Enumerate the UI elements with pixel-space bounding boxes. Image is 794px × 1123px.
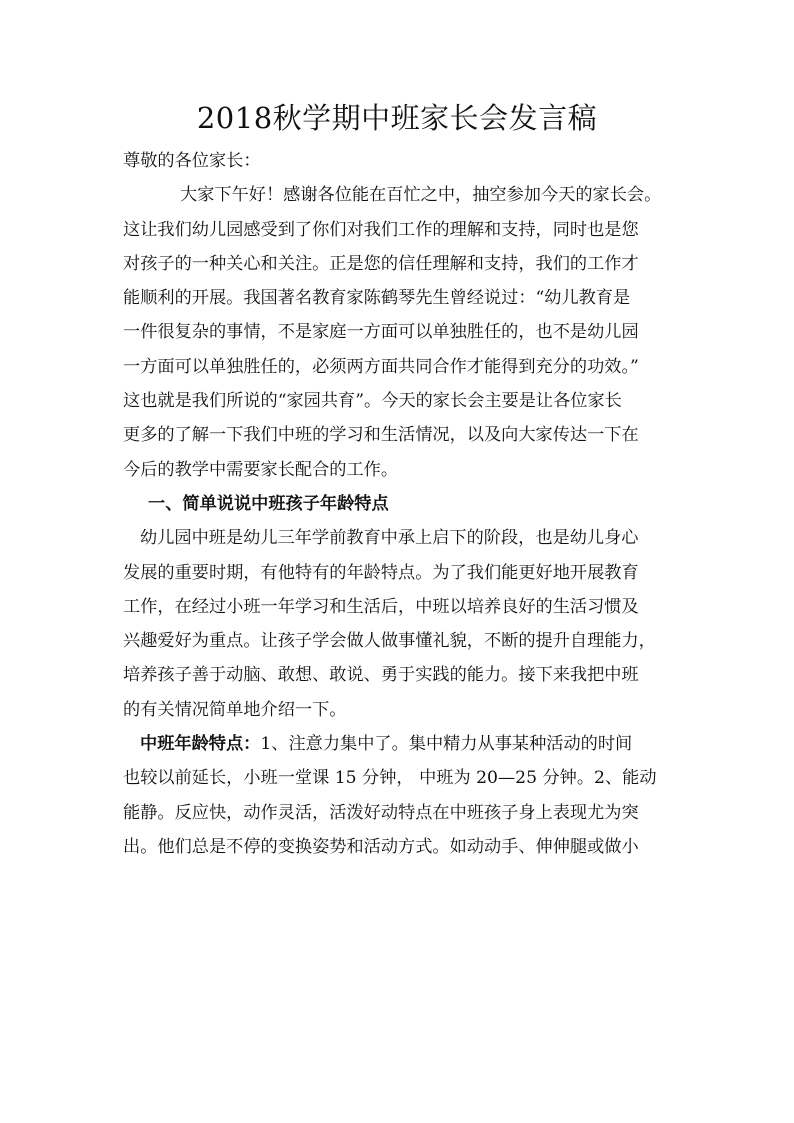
paragraph-line: 今后的教学中需要家长配合的工作。 [123,459,399,480]
section-heading: 一、简单说说中班孩子年龄特点 [148,493,389,514]
traits-label: 中班年龄特点： [140,734,261,755]
paragraph-line: 也较以前延长，小班一堂课 15 分钟， 中班为 20—25 分钟。2、能动 [123,768,657,789]
paragraph-line: 大家下午好！感谢各位能在百忙之中，抽空参加今天的家长会。 [180,185,662,206]
paragraph-line: 能顺利的开展。我国著名教育家陈鹤琴先生曾经说过：“幼儿教育是 [123,288,631,309]
paragraph-line: 更多的了解一下我们中班的学习和生活情况，以及向大家传达一下在 [123,425,639,446]
paragraph-line: 幼儿园中班是幼儿三年学前教育中承上启下的阶段，也是幼儿身心 [140,528,639,549]
paragraph-line: 出。他们总是不停的变换姿势和活动方式。如动动手、伸伸腿或做小 [123,836,639,857]
paragraph-line: 兴趣爱好为重点。让孩子学会做人做事懂礼貌，不断的提升自理能力， [123,631,656,652]
document-title: 2018秋学期中班家长会发言稿 [196,101,598,135]
paragraph-line: 这让我们幼儿园感受到了你们对我们工作的理解和支持，同时也是您 [123,219,639,240]
paragraph-line: 对孩子的一种关心和关注。正是您的信任理解和支持，我们的工作才 [123,253,639,274]
salutation: 尊敬的各位家长： [123,151,261,171]
paragraph-line: 培养孩子善于动脑、敢想、敢说、勇于实践的能力。接下来我把中班 [123,665,639,686]
traits-paragraph-first-line [123,733,698,767]
paragraph-line: 工作，在经过小班一年学习和生活后，中班以培养良好的生活习惯及 [123,596,639,617]
document-body [123,150,698,870]
paragraph-line: 这也就是我们所说的“家园共育”。今天的家长会主要是让各位家长 [123,391,622,412]
paragraph-line: 能静。反应快，动作灵活，活泼好动特点在中班孩子身上表现尤为突 [123,802,639,823]
paragraph-line: 发展的重要时期，有他特有的年龄特点。为了我们能更好地开展教育 [123,562,639,583]
paragraph-line: 一件很复杂的事情，不是家庭一方面可以单独胜任的，也不是幼儿园 [123,322,639,343]
traits-first-text: 1、注意力集中了。集中精力从事某种活动的时间 [260,734,633,755]
paragraph-line: 一方面可以单独胜任的，必须两方面共同合作才能得到充分的功效。” [123,356,639,377]
paragraph-line: 的有关情况简单地介绍一下。 [123,699,347,720]
